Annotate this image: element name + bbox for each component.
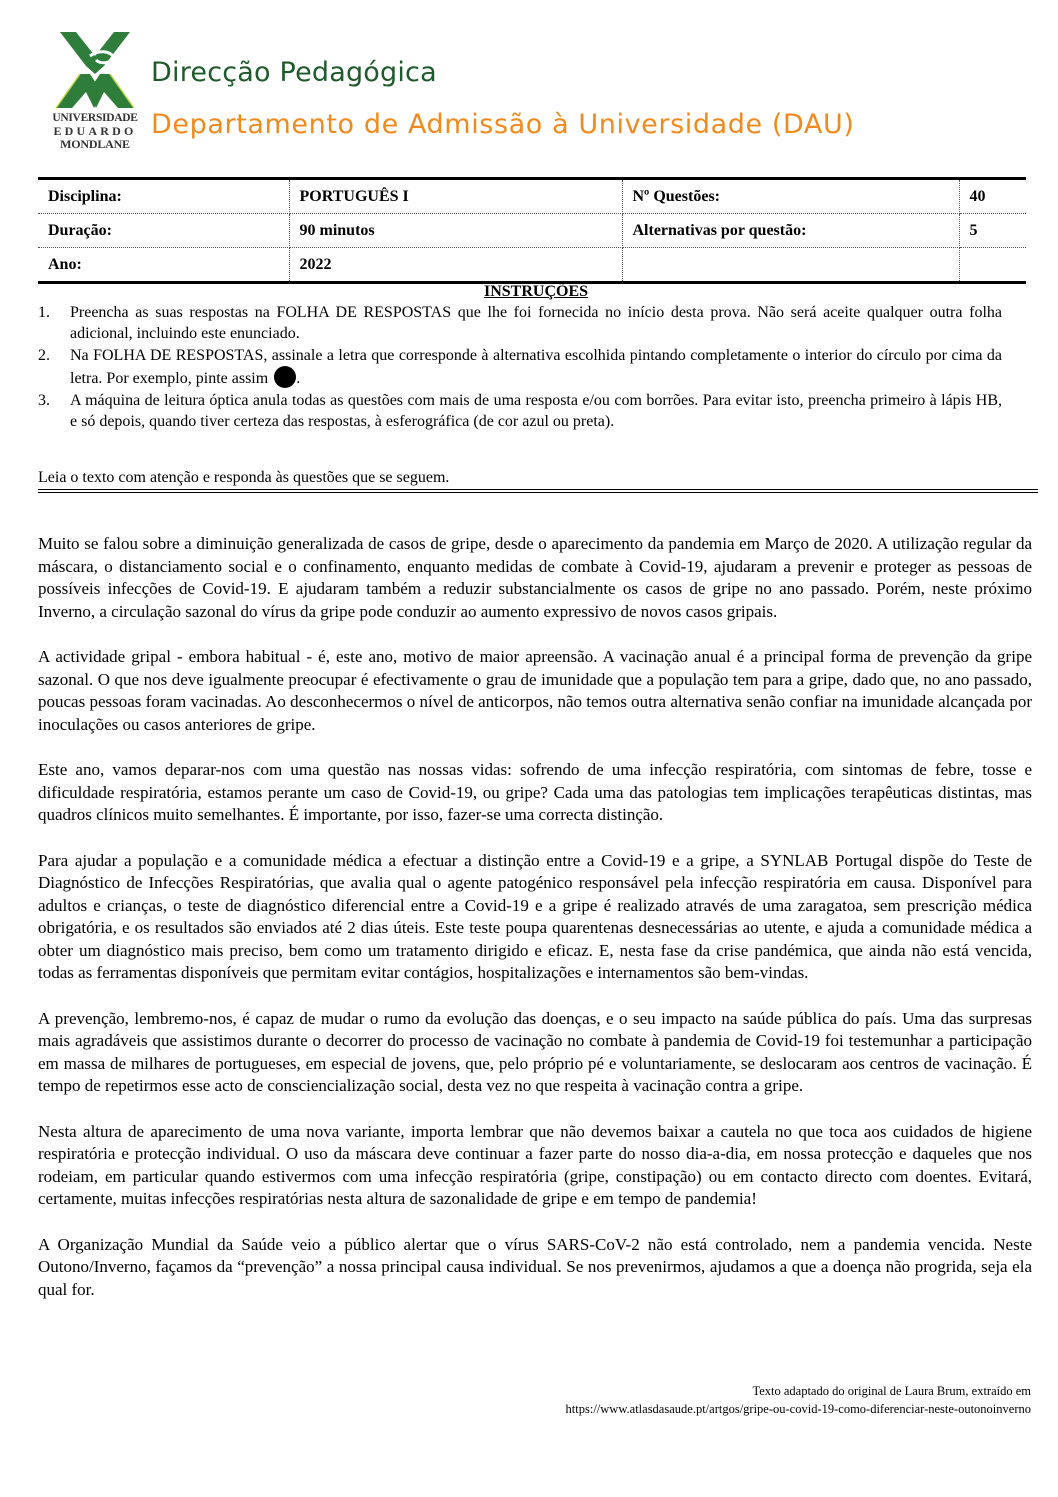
exam-info-table	[38, 177, 1026, 284]
instruction-number: 3.	[38, 392, 50, 409]
instructions-list	[38, 302, 1002, 433]
instructions-title: INSTRUÇÕES	[483, 283, 589, 300]
university-logo	[50, 28, 140, 150]
source-credit	[566, 1382, 1031, 1418]
label-cell	[622, 248, 959, 283]
instruction-number: 1.	[38, 304, 50, 321]
instruction-text: A máquina de leitura óptica anula todas as questões com mais de uma resposta e/ou com borrões. Para evitar isto, preencha primeiro à lápis HB, e só depois, quando tiver certeza das respostas, à esferográfica (de cor azul ou preta).	[70, 392, 1002, 430]
article-paragraph: Muito se falou sobre a diminuição generalizada de casos de gripe, desde o aparecimento da pandemia em Março de 2020. A utilização regular da máscara, o distanciamento social e o confinamento, enquanto medidas de combate à Covid-19, ajudaram a prevenir e proteger as pessoas de possíveis infecções de Covid-19. E ajudaram também a reduzir substancialmente os casos de gripe no ano passado. Porém, neste próximo Inverno, a circulação sazonal do vírus da gripe pode conduzir ao aumento expressivo de novos casos gripais.	[38, 534, 1032, 621]
value-cell: 2022	[289, 248, 622, 283]
article-paragraph: Nesta altura de aparecimento de uma nova variante, importa lembrar que não devemos baixar a cautela no que toca aos cuidados de higiene respiratória e protecção individual. O uso da máscara deve continuar a fazer parte do nosso dia-a-dia, em nossa protecção e daqueles que nos rodeiam, em particular quando estivermos com uma infecção respiratória (gripe, constipação) ou em contacto directo com doentes. Evitará, certamente, muitas infecções respiratórias nesta altura de sazonalidade de gripe e em tempo de pandemia!	[38, 1121, 1032, 1208]
instruction-item	[38, 390, 1002, 432]
value-cell	[959, 248, 1026, 283]
article-paragraph: Este ano, vamos deparar-nos com uma questão nas nossas vidas: sofrendo de uma infecção respiratória, com sintomas de febre, tosse e dificuldade respiratória, estamos perante um caso de Covid-19, ou gripe? Cada uma das patologias tem implicações terapêuticas distintas, mas quadros clínicos muito semelhantes. É importante, por isso, fazer-se uma correcta distinção.	[38, 760, 1032, 824]
article-paragraph: A actividade gripal - embora habitual - é, este ano, motivo de maior apreensão. A vacinação anual é a principal forma de prevenção da gripe sazonal. O que nos deve igualmente preocupar é efectivamente o grau de imunidade que a população tem para a gripe, dado que, no ano passado, poucas pessoas foram vacinadas. Ao desconhecermos o nível de anticorpos, não temos outra alternativa senão confiar na imunidade alcançada por inoculações ou casos anteriores de gripe.	[38, 647, 1032, 734]
label-cell: Disciplina:	[38, 179, 289, 214]
double-divider	[38, 489, 1038, 493]
value-cell: 5	[959, 214, 1026, 248]
instruction-item	[38, 345, 1002, 389]
article-paragraph: Para ajudar a população e a comunidade médica a efectuar a distinção entre a Covid-19 e a gripe, a SYNLAB Portugal dispõe do Teste de Diagnóstico de Infecções Respiratórias, que avalia qual o agente patogénico responsável pela infecção respiratória em causa. Disponível para adultos e crianças, o teste de diagnóstico diferencial entre a Covid-19 e a gripe é realizado através de uma zaragatoa, sem prescrição médica obrigatória, e os resultados são enviados até 2 dias úteis. Este teste poupa quarentenas desnecessárias ao utente, e ajuda a comunidade médica a obter um diagnóstico mais preciso, bem como um tratamento dirigido e eficaz. E, nesta fase da crise pandémica, que ainda não está vencida, todas as ferramentas disponíveis que permitam evitar contágios, hospitalizações e internamentos são bem-vindas.	[38, 850, 1032, 982]
article-paragraph: A prevenção, lembremo-nos, é capaz de mudar o rumo da evolução das doenças, e o seu impacto na saúde pública do país. Uma das surpresas mais agradáveis que assistimos durante o decorrer do processo de vacinação no combate à pandemia de Covid-19 foi testemunhar a participação em massa de milhares de portugueses, em especial de jovens, que, pelo próprio pé e voluntariamente, se deslocaram aos centros de vacinação. É tempo de repetirmos esse acto de consciencialização social, desta vez no que respeita à vacinação contra a gripe.	[38, 1008, 1032, 1095]
filled-circle-icon	[274, 366, 296, 388]
instruction-text: Preencha as suas respostas na FOLHA DE RESPOSTAS que lhe foi fornecida no início desta prova. Não será aceite qualquer outra folha adicional, incluindo este enunciado.	[70, 304, 1002, 342]
logo-text-line: UNIVERSIDADE	[52, 112, 138, 124]
label-cell: Duração:	[38, 214, 289, 248]
article-paragraph: A Organização Mundial da Saúde veio a público alertar que o vírus SARS-CoV-2 não está controlado, nem a pandemia vencida. Neste Outono/Inverno, façamos da “prevenção” a nossa principal causa individual. Se nos prevenirmos, ajudamos a que a doença não progrida, seja ela qual for.	[38, 1234, 1032, 1299]
value-cell: 40	[959, 179, 1026, 214]
header-subtitle: Departamento de Admissão à Universidade (DAU)	[151, 109, 855, 140]
label-cell: Ano:	[38, 248, 289, 283]
article-text	[38, 533, 1032, 1324]
value-cell: PORTUGUÊS I	[289, 179, 622, 214]
label-cell: Nº Questões:	[622, 179, 959, 214]
logo-text-line: EDUARDO	[53, 124, 137, 138]
header-title: Direcção Pedagógica	[151, 57, 437, 88]
instruction-item	[38, 302, 1002, 344]
value-cell: 90 minutos	[289, 214, 622, 248]
reading-instruction: Leia o texto com atenção e responda às questões que se seguem.	[38, 469, 450, 486]
logo-text-line: MONDLANE	[60, 137, 130, 151]
instruction-text: Na FOLHA DE RESPOSTAS, assinale a letra que corresponde à alternativa escolhida pintando completamente o interior do círculo por cima da letra. Por exemplo, pinte assim	[70, 347, 1002, 387]
table-row	[38, 214, 1026, 248]
instruction-number: 2.	[38, 347, 50, 364]
table-row	[38, 248, 1026, 283]
source-url: https://www.atlasdasaude.pt/artgos/gripe-ou-covid-19-como-diferenciar-neste-outonoinverno	[565, 1402, 1031, 1416]
instruction-suffix: .	[296, 370, 301, 387]
label-cell: Alternativas por questão:	[622, 214, 959, 248]
credit-line: Texto adaptado do original de Laura Brum, extraído em	[752, 1384, 1031, 1398]
university-logo-icon	[50, 28, 140, 110]
table-row	[38, 179, 1026, 214]
